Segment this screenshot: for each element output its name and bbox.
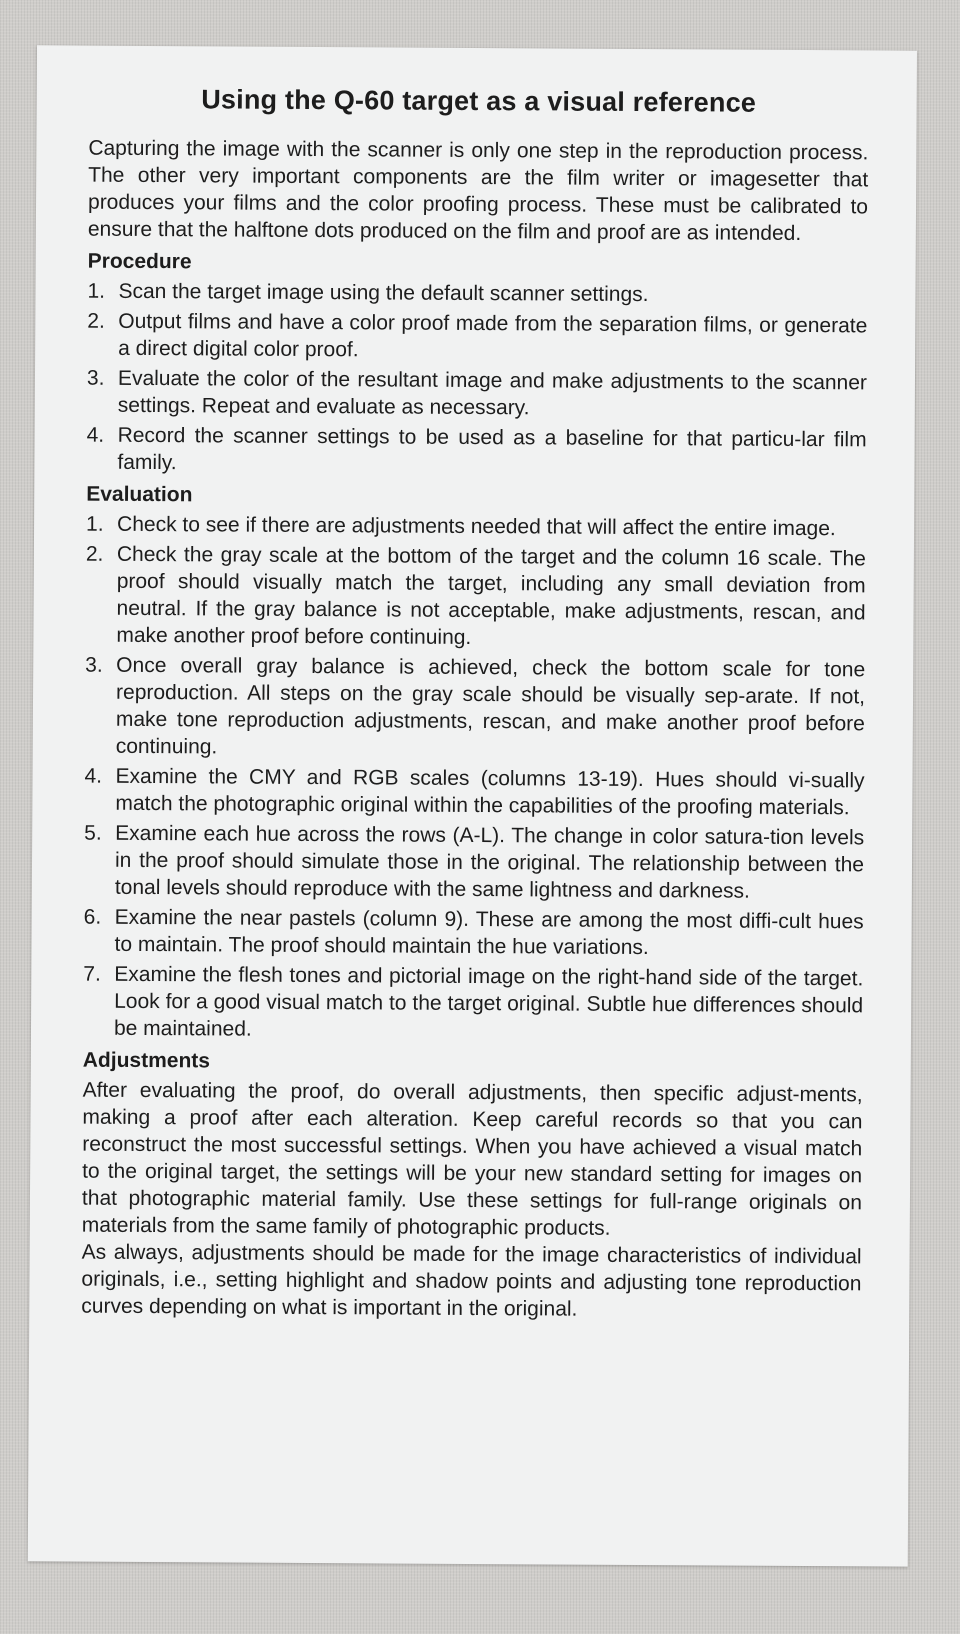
evaluation-heading: Evaluation: [86, 482, 193, 507]
item-number: 2.: [85, 542, 104, 566]
item-number: 1.: [86, 512, 104, 536]
evaluation-item: [84, 820, 864, 906]
procedure-list: [86, 278, 867, 481]
item-number: 6.: [83, 905, 102, 929]
item-text: Scan the target image using the default scanner settings.: [118, 279, 649, 307]
item-number: 5.: [84, 821, 102, 845]
document-title: Using the Q-60 target as a visual reference: [201, 84, 757, 118]
procedure-item: [87, 365, 867, 424]
evaluation-item: [85, 541, 866, 654]
item-number: 3.: [86, 366, 105, 390]
item-number: 4.: [86, 423, 105, 447]
evaluation-item: [85, 652, 866, 765]
evaluation-item: [84, 763, 864, 822]
instruction-sheet: [28, 45, 917, 1566]
adjustments-heading: Adjustments: [82, 1048, 211, 1073]
evaluation-item: [86, 511, 866, 543]
intro-paragraph: Capturing the image with the scanner is only one step in the reproduction process. The other very important components are the film writer or imagesetter that produces your films and the color proofing process. These must be calibrated to ensure that the halftone dots produced on the film and proof are as intended.: [87, 136, 869, 245]
sheet-content: [81, 84, 869, 1325]
item-text: Examine the near pastels (column 9). These are among the most diffi-cult hues to maintain. The proof should maintain the hue variations.: [114, 905, 864, 960]
evaluation-item: [83, 961, 863, 1047]
procedure-heading: Procedure: [87, 249, 192, 274]
item-text: Once overall gray balance is achieved, check the bottom scale for tone reproduction. All steps on the gray scale should be visually sep-arate. If not, make tone reproduction adjustments, rescan, and make another proof before continuing.: [115, 653, 866, 759]
item-number: 4.: [84, 764, 103, 788]
evaluation-item: [83, 904, 863, 963]
adjustments-paragraph: As always, adjustments should be made for the image characteristics of individual originals, i.e., setting highlight and shadow points and adjusting tone reproduction curves depending on what is important in the original.: [81, 1240, 862, 1321]
item-text: Record the scanner settings to be used as a baseline for that particu-lar film family.: [117, 423, 867, 475]
procedure-item: [86, 422, 866, 481]
item-text: Examine the flesh tones and pictorial image on the right-hand side of the target. Look for a good visual match to the target original. Subtle hue differences should be maintained.: [113, 962, 864, 1041]
item-text: Check to see if there are adjustments needed that will affect the entire image.: [117, 512, 836, 541]
adjustments-paragraph: After evaluating the proof, do overall adjustments, then specific adjust-ments, making a proof after each alteration. Keep careful records so that you can reconstruct the most successful settings. When you have achieved a visual match to the original target, the settings will be your new standard setting for images on that photographic material family. Use these settings for full-range originals on materials from the same family of photographic products.: [81, 1078, 863, 1240]
item-text: Examine each hue across the rows (A-L). The change in color satura-tion levels in the proof should simulate those in the original. The relationship between the tonal levels should reproduce with the same lightness and darkness.: [114, 821, 865, 903]
item-text: Output films and have a color proof made from the separation films, or generate a direct digital color proof.: [118, 309, 868, 362]
evaluation-list: [83, 511, 866, 1047]
item-number: 3.: [85, 653, 103, 677]
procedure-item: [87, 308, 867, 367]
item-number: 7.: [83, 962, 101, 986]
item-number: 2.: [87, 309, 105, 333]
item-text: Examine the CMY and RGB scales (columns 13-19). Hues should vi-sually match the photographic original within the capabilities of the proofing materials.: [115, 764, 865, 820]
item-text: Evaluate the color of the resultant image and make adjustments to the scanner settings. Repeat and evaluate as necessary.: [117, 366, 868, 420]
item-number: 1.: [87, 279, 106, 303]
procedure-item: [87, 278, 867, 310]
item-text: Check the gray scale at the bottom of the target and the column 16 scale. The proof should visually match the target, including any small deviation from neutral. If the gray balance is not acceptable, make adjustments, rescan, and make another proof before continuing.: [116, 542, 866, 649]
